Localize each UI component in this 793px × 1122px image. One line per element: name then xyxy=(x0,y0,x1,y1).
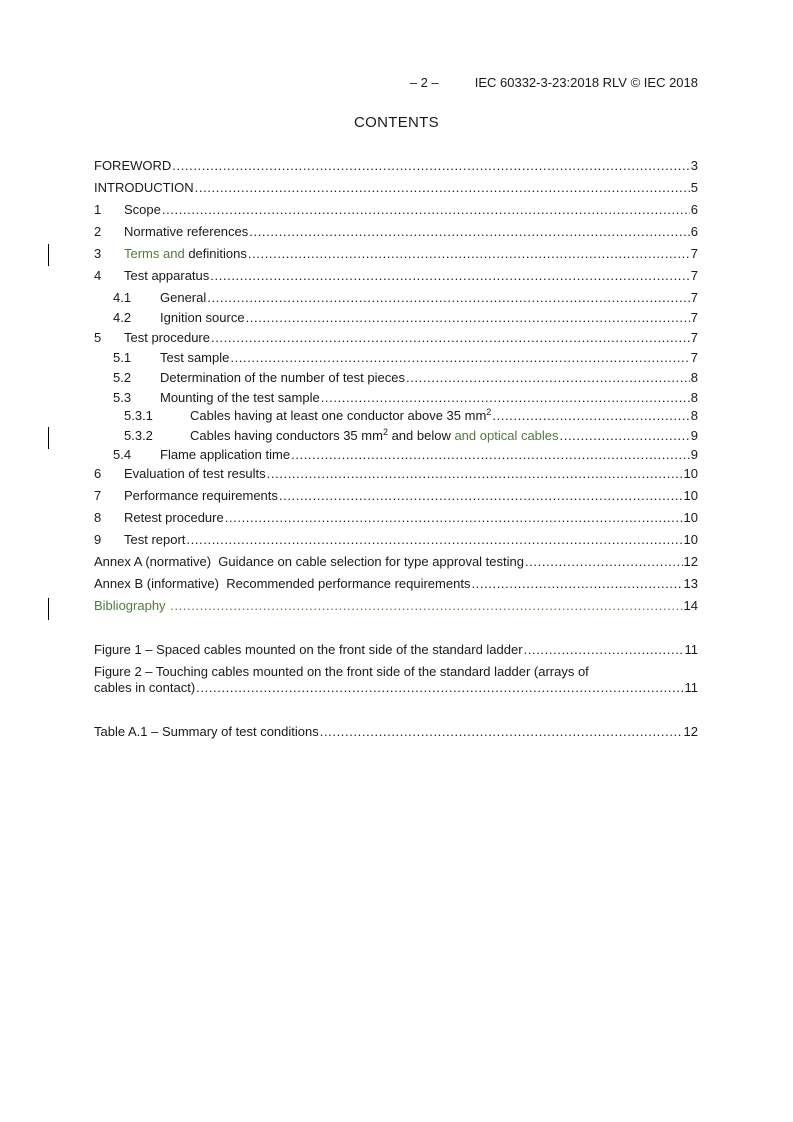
page-header xyxy=(0,75,698,90)
figure-entry-1[interactable]: Figure 1 – Spaced cables mounted on the front side of the standard ladder ..... 11 xyxy=(94,642,698,658)
change-bar xyxy=(48,598,49,620)
toc-entry-test-apparatus[interactable]: 4 Test apparatus ..... 7 xyxy=(94,268,698,284)
toc-entry-annex-a[interactable]: Annex A (normative) Guidance on cable selection for type approval testing ..... 12 xyxy=(94,554,698,570)
toc-entry-cables-below-35[interactable]: 5.3.2 Cables having conductors 35 $mm^2$ and below and optical cables ..... 9 xyxy=(94,428,698,444)
toc-entry-mounting[interactable]: 5.3 Mounting of the test sample ..... 8 xyxy=(94,390,698,406)
document-id: IEC 60332-3-23:2018 RLV © IEC 2018 xyxy=(474,75,698,90)
change-bar xyxy=(48,244,49,266)
toc-entry-flame-application[interactable]: 5.4 Flame application time ..... 9 xyxy=(94,447,698,463)
toc-entry-performance[interactable]: 7 Performance requirements ..... 10 xyxy=(94,488,698,504)
toc-entry-cables-above-35[interactable]: 5.3.1 Cables having at least one conductor above 35 $mm^2$ ..... 8 xyxy=(94,408,698,424)
change-bar xyxy=(48,427,49,449)
toc-entry-ignition-source[interactable]: 4.2 Ignition source ..... 7 xyxy=(94,310,698,326)
toc-entry-test-sample[interactable]: 5.1 Test sample ..... 7 xyxy=(94,350,698,366)
toc-entry-determination[interactable]: 5.2 Determination of the number of test pieces ..... 8 xyxy=(94,370,698,386)
toc-entry-test-procedure[interactable]: 5 Test procedure ..... 7 xyxy=(94,330,698,346)
toc-entry-terms-definitions[interactable]: 3 Terms and definitions ..... 7 xyxy=(94,246,698,262)
toc-entry-test-report[interactable]: 9 Test report ..... 10 xyxy=(94,532,698,548)
toc-entry-general[interactable]: 4.1 General ..... 7 xyxy=(94,290,698,306)
page-title: CONTENTS xyxy=(354,114,439,131)
figure-entry-2-line2: cables in contact) ..... 11 xyxy=(94,680,698,696)
toc-entry-normative-references[interactable]: 2 Normative references ..... 6 xyxy=(94,224,698,240)
figure-entry-2-line1: Figure 2 – Touching cables mounted on the front side of the standard ladder (arrays of xyxy=(94,664,589,679)
page-number: – 2 – xyxy=(409,75,439,90)
figure-entry-2[interactable] xyxy=(94,664,698,696)
toc-entry-annex-b[interactable]: Annex B (informative) Recommended performance requirements ..... 13 xyxy=(94,576,698,592)
toc-entry-bibliography[interactable]: Bibliography ..... 14 xyxy=(94,598,698,614)
toc-entry-evaluation[interactable]: 6 Evaluation of test results ..... 10 xyxy=(94,466,698,482)
toc-entry-retest[interactable]: 8 Retest procedure ..... 10 xyxy=(94,510,698,526)
table-entry-a1[interactable]: Table A.1 – Summary of test conditions ..... 12 xyxy=(94,724,698,740)
toc-entry-foreword[interactable]: FOREWORD ..... 3 xyxy=(94,158,698,174)
toc-entry-scope[interactable]: 1 Scope ..... 6 xyxy=(94,202,698,218)
toc-entry-introduction[interactable]: INTRODUCTION ..... 5 xyxy=(94,180,698,196)
